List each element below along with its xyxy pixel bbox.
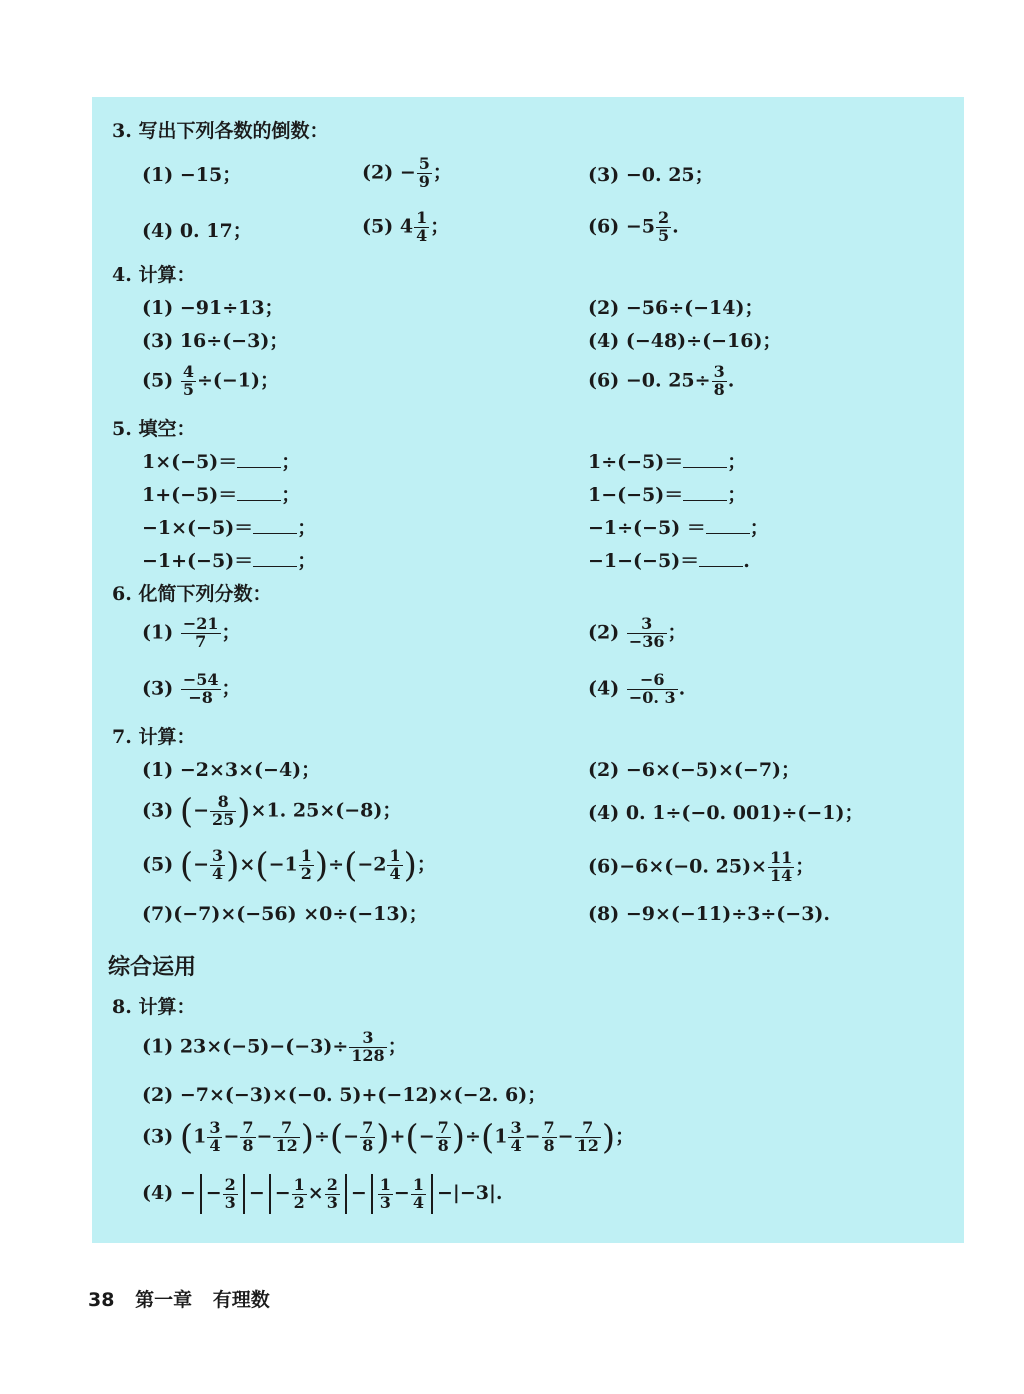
abs-bar	[371, 1174, 373, 1214]
q7-item-5: (5) (− $\frac{3}{4}$ )×(−1 $\frac{1}{2}$ )÷(−2 $\frac{1}{4}$ )；	[142, 845, 436, 886]
fraction: $\frac{7}{8}$	[437, 1118, 449, 1155]
q3-title: 3. 写出下列各数的倒数：	[112, 120, 329, 142]
fraction: $\frac{8}{25}$	[212, 792, 235, 829]
q6-item-4: (4) $\frac{-6}{-0. 3}$ .	[588, 670, 686, 707]
fraction: $\frac{1}{4}$	[416, 208, 428, 245]
fraction: $\frac{1}{3}$	[379, 1174, 391, 1212]
q5-title: 5. 填空：	[112, 418, 196, 440]
fraction: $\frac{2}{3}$	[224, 1174, 236, 1212]
q5-item-5: −1×(−5)＝ ；	[142, 517, 317, 539]
chapter-title: 有理数	[212, 1289, 270, 1311]
q7-item-3: (3) (− $\frac{8}{25}$ )×1. 25×(−8)；	[142, 791, 402, 832]
fraction: $\frac{7}{12}$	[576, 1118, 599, 1155]
q3-item-2: (2) − $\frac{5}{9}$ ；	[362, 154, 452, 191]
answer-blank	[706, 519, 750, 534]
fraction: $\frac{1}{2}$	[300, 846, 312, 883]
abs-bar	[431, 1174, 433, 1214]
q7-item-2: (2) −6×(−5)×(−7)；	[588, 759, 801, 781]
q7-item-6: (6)−6×(−0. 25)× $\frac{11}{14}$ ；	[588, 848, 815, 885]
section-heading: 综合运用	[108, 955, 197, 980]
fraction: $\frac{-21}{7}$	[182, 614, 219, 651]
fraction: $\frac{3}{128}$	[351, 1028, 385, 1065]
page-footer	[88, 1285, 284, 1312]
q3-item-5: (5) 4 $\frac{1}{4}$ ；	[362, 208, 450, 245]
q4-item-2: (2) −56÷(−14)；	[588, 297, 764, 319]
fraction: $\frac{3}{4}$	[209, 1118, 221, 1155]
q3-item-4: (4) 0. 17；	[142, 220, 252, 242]
fraction: $\frac{1}{4}$	[412, 1174, 424, 1212]
q6-item-3: (3) $\frac{-54}{-8}$ ；	[142, 670, 241, 707]
fraction: $\frac{5}{9}$	[418, 154, 430, 191]
q5-item-8: −1−(−5)＝ .	[588, 550, 750, 572]
abs-bar	[200, 1174, 202, 1214]
q6-item-2: (2) $\frac{3}{-36}$ ；	[588, 614, 687, 651]
q8-item-2: (2) −7×(−3)×(−0. 5)+(−12)×(−2. 6)；	[142, 1084, 547, 1106]
q4-item-5: (5) $\frac{4}{5}$ ÷(−1)；	[142, 362, 280, 399]
q8-item-4: (4) − − $\frac{2}{3}$ − − $\frac{1}{2}$ × $\frac{2}{3}$ − $\frac{1}{3}$ − $\frac{1}{4}$ −|−3|.	[142, 1174, 502, 1214]
q3-item-3: (3) −0. 25；	[588, 164, 714, 186]
q5-item-3: 1+(−5)＝ ；	[142, 484, 301, 506]
answer-blank	[699, 552, 743, 567]
chapter-label: 第一章	[135, 1289, 193, 1311]
page-number: 38	[88, 1289, 115, 1311]
answer-blank	[683, 453, 727, 468]
answer-blank	[253, 519, 297, 534]
q7-item-8: (8) −9×(−11)÷3÷(−3).	[588, 903, 831, 925]
fraction: $\frac{3}{-36}$	[628, 614, 665, 651]
abs-bar	[345, 1174, 347, 1214]
fraction: $\frac{-54}{-8}$	[182, 670, 219, 707]
fraction: $\frac{7}{8}$	[362, 1118, 374, 1155]
fraction: $\frac{7}{8}$	[543, 1118, 555, 1155]
q6-title: 6. 化简下列分数：	[112, 583, 272, 605]
q4-title: 4. 计算：	[112, 264, 196, 286]
q7-item-4: (4) 0. 1÷(−0. 001)÷(−1)；	[588, 802, 864, 824]
q5-item-6: −1÷(−5) ＝ ；	[588, 517, 769, 539]
fraction: $\frac{7}{8}$	[242, 1118, 254, 1155]
fraction: $\frac{3}{4}$	[212, 846, 224, 883]
fraction: $\frac{4}{5}$	[182, 362, 194, 399]
q5-item-2: 1÷(−5)＝ ；	[588, 451, 747, 473]
q4-item-6: (6) −0. 25÷ $\frac{3}{8}$ .	[588, 362, 735, 399]
fraction: $\frac{2}{3}$	[326, 1174, 338, 1212]
fraction: $\frac{2}{5}$	[657, 208, 670, 245]
q7-title: 7. 计算：	[112, 726, 196, 748]
fraction: $\frac{1}{4}$	[389, 846, 401, 883]
abs-bar	[269, 1174, 271, 1214]
q7-item-1: (1) −2×3×(−4)；	[142, 759, 321, 781]
q6-item-1: (1) $\frac{-21}{7}$ ；	[142, 614, 241, 651]
q8-item-1: (1) 23×(−5)−(−3)÷ $\frac{3}{128}$ ；	[142, 1028, 407, 1065]
q3-item-1: (1) −15；	[142, 164, 242, 186]
fraction: $\frac{1}{2}$	[293, 1174, 305, 1212]
q5-item-7: −1+(−5)＝ ；	[142, 550, 317, 572]
q8-title: 8. 计算：	[112, 996, 196, 1018]
q8-item-3: (3) (1 $\frac{3}{4}$ − $\frac{7}{8}$ − $\frac{7}{12}$ )÷(− $\frac{7}{8}$ )+(− $\frac{7}{8}$ )÷(1 $\frac{3}{4}$ − $\frac{7}{8}$ − $\frac{7}{12}$ )；	[142, 1117, 635, 1158]
fraction: $\frac{3}{8}$	[713, 362, 725, 399]
answer-blank	[683, 486, 727, 501]
fraction: $\frac{-6}{-0. 3}$	[628, 670, 676, 707]
answer-blank	[237, 453, 281, 468]
fraction: $\frac{3}{4}$	[510, 1118, 522, 1155]
answer-blank	[253, 552, 297, 567]
answer-blank	[237, 486, 281, 501]
q4-item-1: (1) −91÷13；	[142, 297, 284, 319]
abs-bar	[243, 1174, 245, 1214]
fraction: $\frac{7}{12}$	[275, 1118, 298, 1155]
exercise-panel	[92, 97, 964, 1243]
q7-item-7: (7)(−7)×(−56) ×0÷(−13)；	[142, 903, 428, 925]
q4-item-3: (3) 16÷(−3)；	[142, 330, 289, 352]
q4-item-4: (4) (−48)÷(−16)；	[588, 330, 782, 352]
q3-item-6: (6) −5 $\frac{2}{5}$ .	[588, 208, 679, 245]
q5-item-4: 1−(−5)＝ ；	[588, 484, 747, 506]
q5-item-1: 1×(−5)＝ ；	[142, 451, 301, 473]
fraction: $\frac{11}{14}$	[769, 848, 793, 885]
